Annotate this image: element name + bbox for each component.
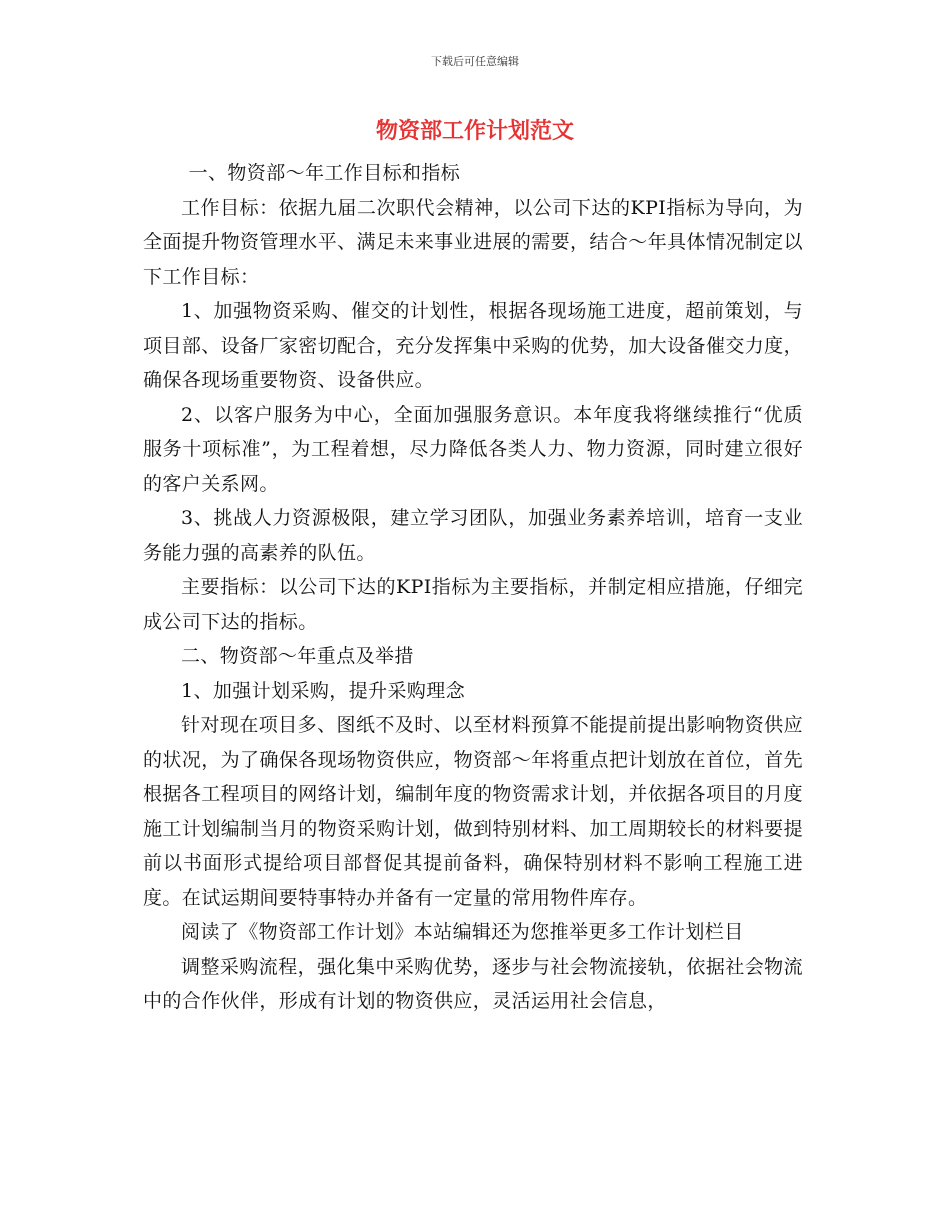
paragraph-goal-1: 1、加强物资采购、催交的计划性，根据各现场施工进度，超前策划，与项目部、设备厂家密切配合，充分发挥集中采购的优势，加大设备催交力度，确保各现场重要物资、设备供应。 [143,300,803,391]
paragraph-procurement-process: 调整采购流程，强化集中采购优势，逐步与社会物流接轨，依据社会物流中的合作伙伴，形成有计划的物资供应，灵活运用社会信息， [143,955,803,1012]
paragraph-work-goals: 工作目标：依据九届二次职代会精神，以公司下达的KPI指标为导向，为全面提升物资管理水平、满足未来事业进展的需要，结合～年具体情况制定以下工作目标： [143,196,803,288]
section-heading-measures: 二、物资部～年重点及举措 [181,645,414,667]
paragraph-main-indicators: 主要指标：以公司下达的KPI指标为主要指标，并制定相应措施，仔细完成公司下达的指标。 [143,576,803,633]
document-title: 物资部工作计划范文 [375,119,574,144]
paragraph-related-reading: 阅读了《物资部工作计划》本站编辑还为您推举更多工作计划栏目 [181,921,744,943]
paragraph-goal-2: 2、以客户服务为中心，全面加强服务意识。本年度我将继续推行“优质服务十项标准”，为工程着想，尽力降低各类人力、物力资源，同时建立很好的客户关系网。 [143,403,803,495]
document-body [143,156,803,1019]
section-heading-goals: 一、物资部～年工作目标和指标 [188,162,461,184]
paragraph-goal-3: 3、挑战人力资源极限，建立学习团队，加强业务素养培训，培育一支业务能力强的高素养的队伍。 [143,507,803,564]
header-note: 下载后可任意编辑 [431,55,519,68]
subheading-planned-purchasing: 1、加强计划采购，提升采购理念 [181,679,466,702]
paragraph-planned-purchasing: 针对现在项目多、图纸不及时、以至材料预算不能提前提出影响物资供应的状况，为了确保各现场物资供应，物资部～年将重点把计划放在首位，首先根据各工程项目的网络计划，编制年度的物资需求计划，并依据各项目的月度施工计划编制当月的物资采购计划，做到特别材料、加工周期较长的材料要提前以书面形式提给项目部督促其提前备料，确保特别材料不影响工程施工进度。在试运期间要特事特办并备有一定量的常用物件库存。 [143,714,803,909]
